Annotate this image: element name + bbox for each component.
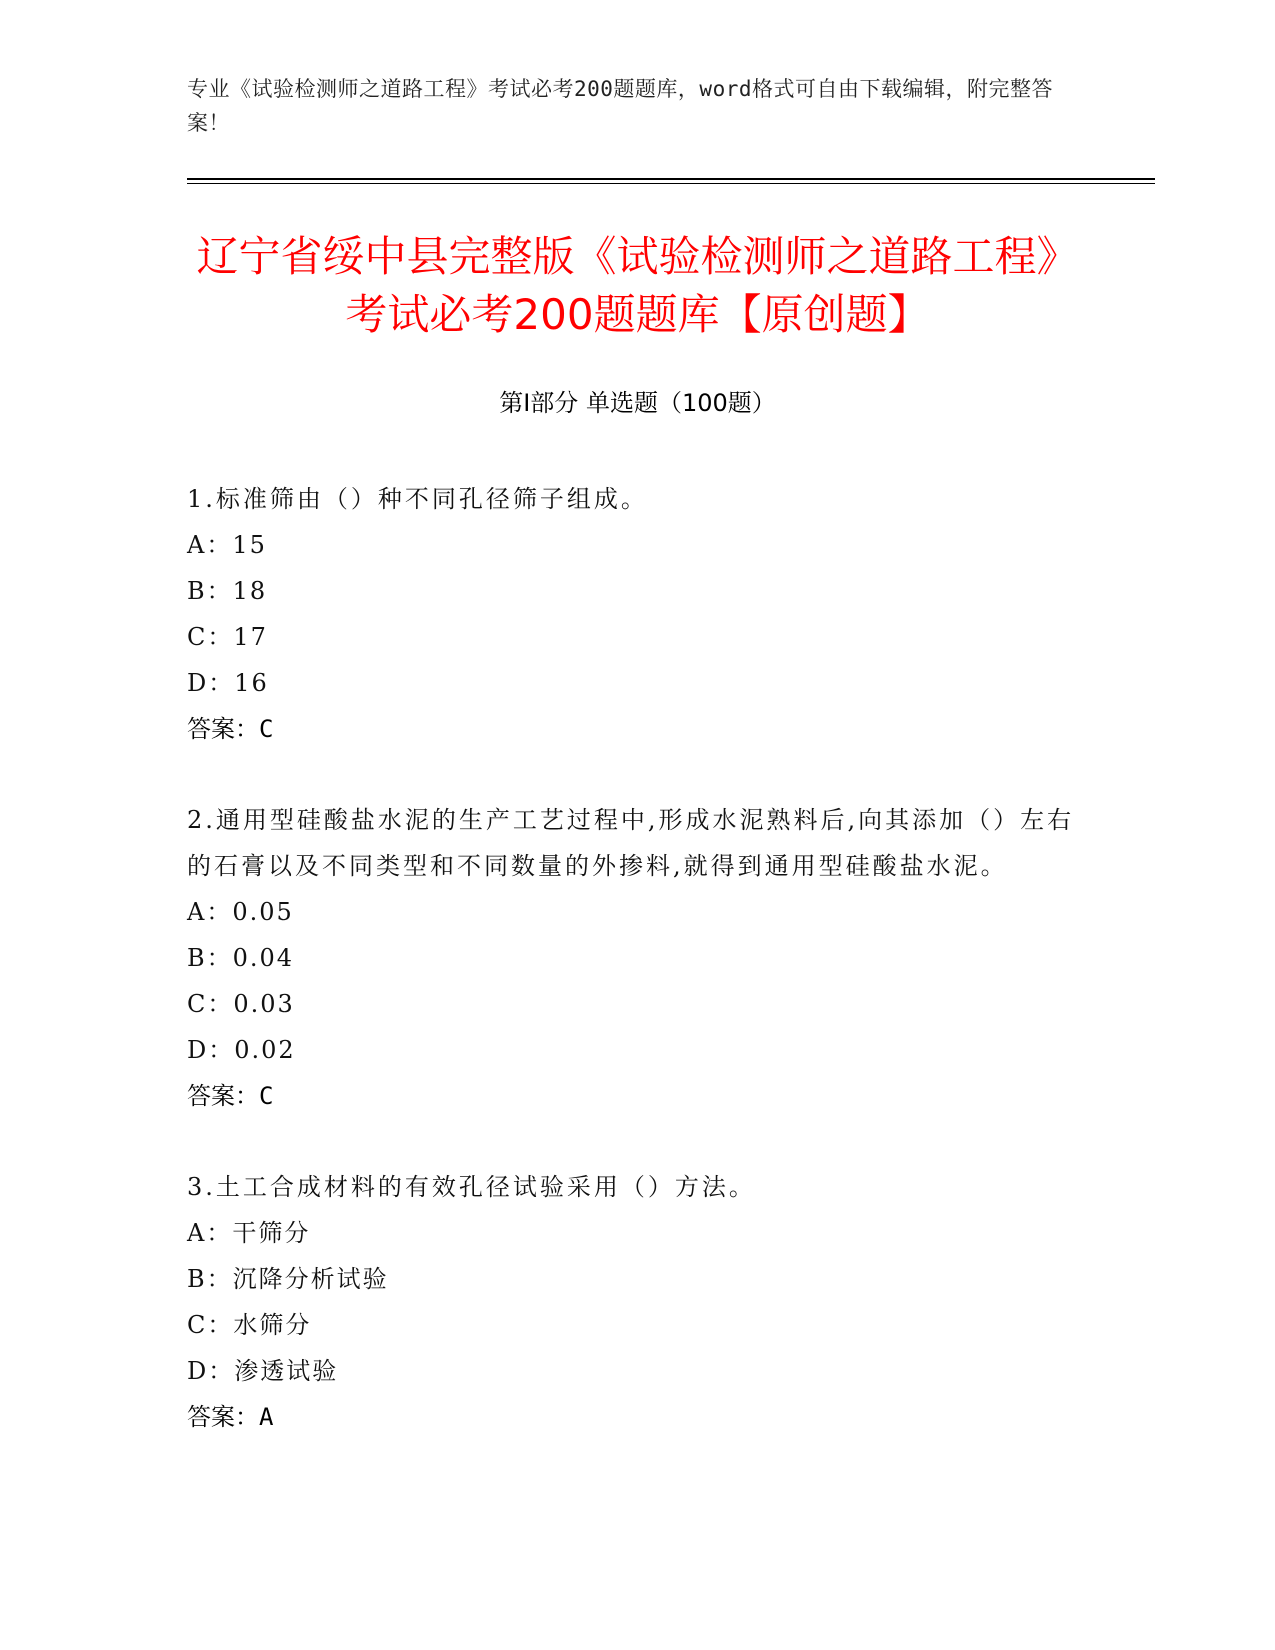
answer-label: 答案： xyxy=(187,715,259,743)
answer-value: C xyxy=(259,715,274,743)
option-a: A：干筛分 xyxy=(187,1219,311,1247)
option-a: A：15 xyxy=(187,531,267,559)
question-3 xyxy=(187,1164,1077,1440)
option-d: D：16 xyxy=(187,669,269,697)
option-b: B：沉降分析试验 xyxy=(187,1265,389,1293)
document-title: 辽宁省绥中县完整版《试验检测师之道路工程》考试必考200题题库【原创题】 xyxy=(196,232,1079,339)
option-c: C：17 xyxy=(187,623,268,651)
answer-label: 答案： xyxy=(187,1403,259,1431)
header-note: 专业《试验检测师之道路工程》考试必考200题题库，word格式可自由下载编辑，附完整答案！ xyxy=(187,77,1053,135)
option-c: C：水筛分 xyxy=(187,1311,312,1339)
question-stem: 3.土工合成材料的有效孔径试验采用（）方法。 xyxy=(187,1173,756,1201)
answer-line xyxy=(187,706,1077,752)
section-heading: 第Ⅰ部分 单选题（100题） xyxy=(499,389,776,417)
answer-value: C xyxy=(259,1082,274,1110)
answer-line xyxy=(187,1394,1077,1440)
option-a: A：0.05 xyxy=(187,898,294,926)
option-c: C：0.03 xyxy=(187,990,295,1018)
option-b: B：0.04 xyxy=(187,944,295,972)
option-d: D：渗透试验 xyxy=(187,1357,339,1385)
answer-value: A xyxy=(259,1403,274,1431)
question-list xyxy=(187,476,1077,1485)
header-divider-thin xyxy=(187,183,1155,184)
question-2 xyxy=(187,797,1077,1119)
question-stem: 1.标准筛由（）种不同孔径筛子组成。 xyxy=(187,485,648,513)
option-d: D：0.02 xyxy=(187,1036,296,1064)
question-1 xyxy=(187,476,1077,752)
question-stem: 2.通用型硅酸盐水泥的生产工艺过程中,形成水泥熟料后,向其添加（）左右的石膏以及不同类型和不同数量的外掺料,就得到通用型硅酸盐水泥。 xyxy=(187,806,1075,880)
option-b: B：18 xyxy=(187,577,268,605)
header-divider-thick xyxy=(187,178,1155,180)
answer-label: 答案： xyxy=(187,1082,259,1110)
answer-line xyxy=(187,1073,1077,1119)
